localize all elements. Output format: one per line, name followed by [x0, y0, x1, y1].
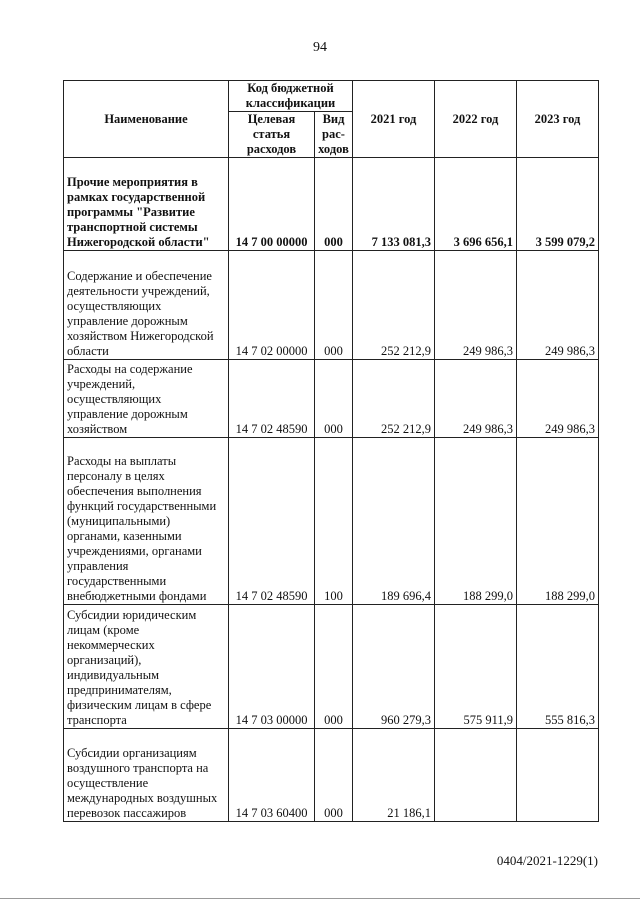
row-name: Субсидии юридическим лицам (кроме некоммерческих организаций), индивидуальным предпринимателям, физическим лицам в сфере транспорта [64, 605, 229, 729]
header-year-2021: 2021 год [353, 81, 435, 158]
row-type: 000 [315, 360, 353, 438]
header-year-2022: 2022 год [435, 81, 517, 158]
row-code: 14 7 00 00000 [229, 158, 315, 251]
row-name: Содержание и обеспечение деятельности учреждений, осуществляющих управление дорожным хозяйством Нижегородской области [64, 251, 229, 360]
row-name: Расходы на выплаты персоналу в целях обеспечения выполнения функций государственными (муниципальными) органами, казенными учреждениями, органами управления государственными внебюджетными фондами [64, 438, 229, 605]
table-row [64, 158, 599, 251]
table-row [64, 605, 599, 729]
row-2021: 960 279,3 [353, 605, 435, 729]
row-2021: 21 186,1 [353, 729, 435, 822]
row-code: 14 7 02 48590 [229, 438, 315, 605]
page-number: 94 [313, 40, 327, 55]
row-type: 000 [315, 605, 353, 729]
row-2023: 3 599 079,2 [517, 158, 599, 251]
row-2022: 249 986,3 [435, 360, 517, 438]
row-name: Субсидии организациям воздушного транспорта на осуществление международных воздушных перевозок пассажиров [64, 729, 229, 822]
row-code: 14 7 02 48590 [229, 360, 315, 438]
row-2023 [517, 729, 599, 822]
row-2022: 575 911,9 [435, 605, 517, 729]
page-bottom-rule [0, 898, 640, 899]
row-2021: 252 212,9 [353, 360, 435, 438]
budget-table [63, 80, 599, 822]
header-expense-type: Вид рас-ходов [315, 112, 353, 158]
row-type: 000 [315, 251, 353, 360]
row-2023: 249 986,3 [517, 251, 599, 360]
row-2023: 249 986,3 [517, 360, 599, 438]
row-2022: 249 986,3 [435, 251, 517, 360]
table-row [64, 251, 599, 360]
row-2023: 188 299,0 [517, 438, 599, 605]
row-2021: 189 696,4 [353, 438, 435, 605]
row-name: Расходы на содержание учреждений, осуществляющих управление дорожным хозяйством [64, 360, 229, 438]
row-2023: 555 816,3 [517, 605, 599, 729]
row-2022: 188 299,0 [435, 438, 517, 605]
table-row [64, 729, 599, 822]
row-type: 100 [315, 438, 353, 605]
document-code: 0404/2021-1229(1) [496, 853, 598, 868]
row-code: 14 7 02 00000 [229, 251, 315, 360]
row-code: 14 7 03 60400 [229, 729, 315, 822]
header-budget-code: Код бюджетной классификации [229, 81, 353, 112]
row-2021: 252 212,9 [353, 251, 435, 360]
header-year-2023: 2023 год [517, 81, 599, 158]
row-name: Прочие мероприятия в рамках государственной программы "Развитие транспортной системы Нижегородской области" [64, 158, 229, 251]
header-target-article: Целевая статья расходов [229, 112, 315, 158]
row-2022: 3 696 656,1 [435, 158, 517, 251]
row-type: 000 [315, 729, 353, 822]
row-2021: 7 133 081,3 [353, 158, 435, 251]
row-2022 [435, 729, 517, 822]
table-row [64, 438, 599, 605]
table-row [64, 360, 599, 438]
row-type: 000 [315, 158, 353, 251]
row-code: 14 7 03 00000 [229, 605, 315, 729]
header-name: Наименование [64, 81, 229, 158]
